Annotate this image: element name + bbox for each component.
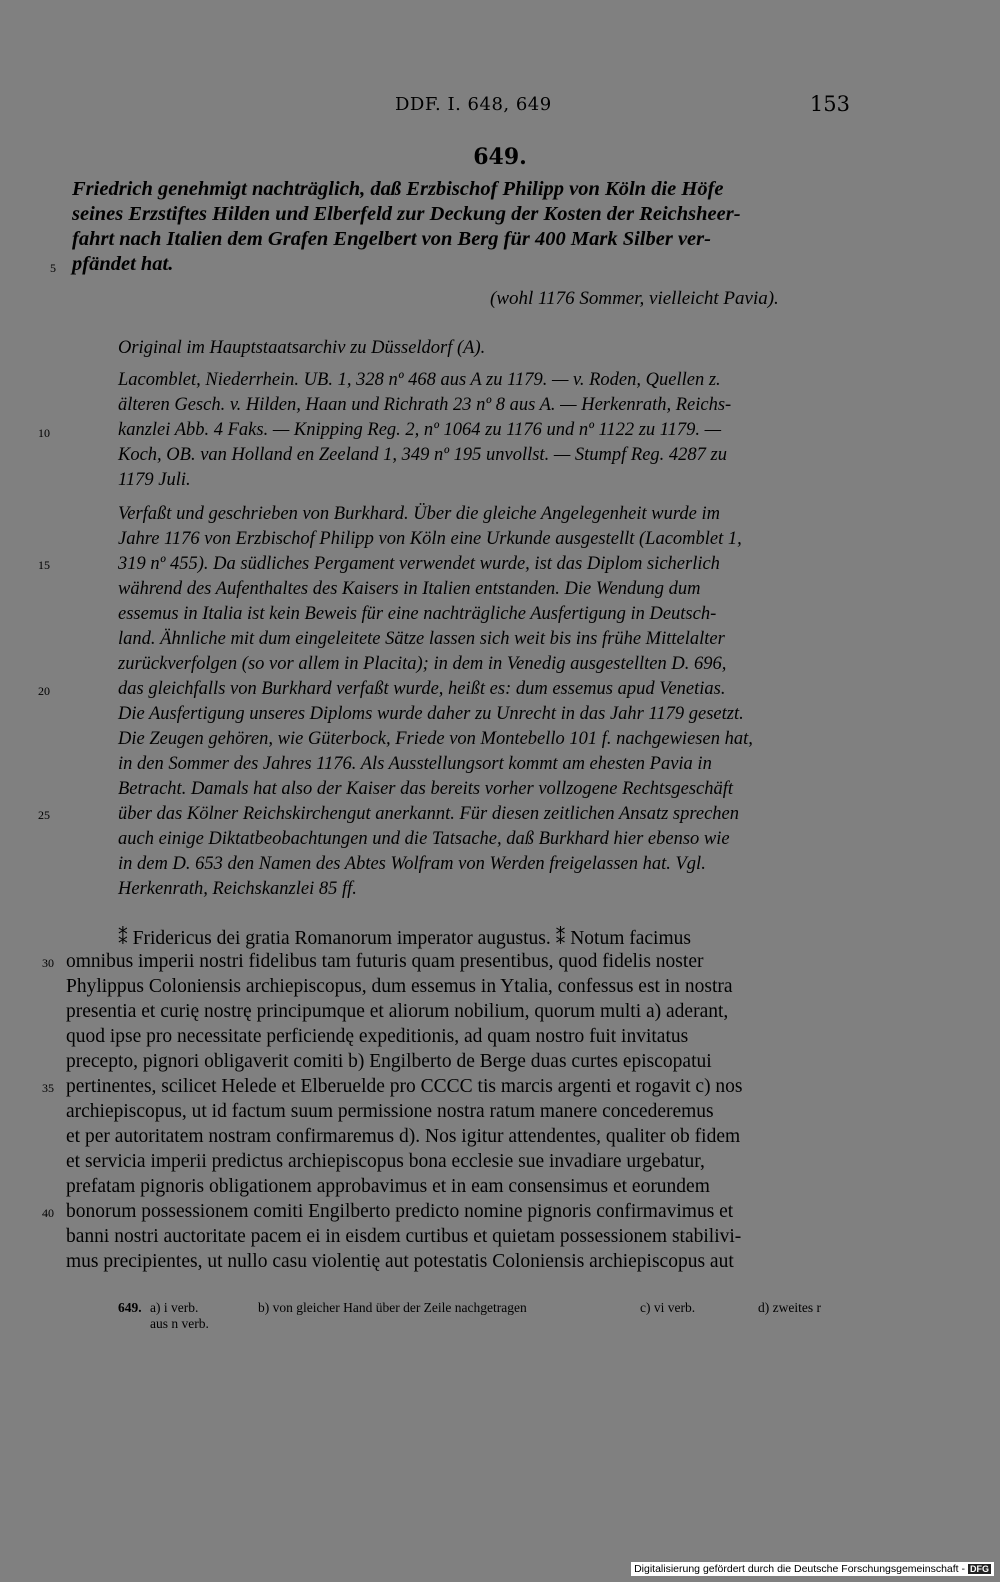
- text-line: quod ipse pro necessitate perficiendę expeditionis, ad quam nostro fuit invitatus: [66, 1026, 689, 1047]
- commentary-line: Die Zeugen gehören, wie Güterbock, Friede von Montebello 101 f. nachgewiesen hat,: [118, 729, 753, 749]
- line-number: 10: [38, 426, 50, 440]
- line-number: 30: [42, 956, 54, 970]
- line-number: 5: [50, 261, 56, 275]
- text-line: archiepiscopus, ut id factum suum permissione nostra ratum manere concederemus: [66, 1101, 714, 1122]
- dating: (wohl 1176 Sommer, vielleicht Pavia).: [490, 288, 779, 309]
- commentary-line: über das Kölner Reichskirchengut anerkannt. Für diesen zeitlichen Ansatz sprechen: [118, 804, 740, 824]
- dfg-logo: DFG: [970, 1564, 989, 1574]
- footnote-d: d) zweites r: [758, 1300, 821, 1315]
- header-title: DDF. I. 648, 649: [395, 94, 552, 115]
- text-line: et servicia imperii predictus archiepiscopus bona ecclesie sue invadiare urgebatur,: [66, 1151, 705, 1172]
- text-line: mus precipientes, ut nullo casu violentię aut potestatis Coloniensis archiepiscopus aut: [66, 1251, 734, 1272]
- commentary-line: Jahre 1176 von Erzbischof Philipp von Köln eine Urkunde ausgestellt (Lacomblet 1,: [118, 529, 742, 549]
- editions-line: Lacomblet, Niederrhein. UB. 1, 328 nº 468 aus A zu 1179. — v. Roden, Quellen z.: [118, 370, 721, 390]
- text-line: bonorum possessionem comiti Engilberto predicto nomine pignoris confirmavimus et: [66, 1201, 734, 1222]
- footnote-b: b) von gleicher Hand über der Zeile nachgetragen: [258, 1300, 527, 1315]
- commentary-line: Die Ausfertigung unseres Diploms wurde daher zu Unrecht in das Jahr 1179 gesetzt.: [118, 704, 744, 724]
- commentary-line: Herkenrath, Reichskanzlei 85 ff.: [118, 879, 357, 899]
- text-line: omnibus imperii nostri fidelibus tam futuris quam presentibus, quod fidelis noster: [66, 951, 704, 972]
- line-number: 15: [38, 558, 50, 572]
- text-line: pertinentes, scilicet Helede et Elberuelde pro CCCC tis marcis argenti et rogavit c) nos: [66, 1076, 743, 1097]
- text-line: banni nostri auctoritate pacem ei in eisdem curtibus et quietam possessionem stabilivi-: [66, 1226, 742, 1247]
- editions-line: 1179 Juli.: [118, 470, 191, 490]
- text-line: ⁑ Fridericus dei gratia Romanorum imperator augustus. ⁑ Notum facimus: [118, 928, 691, 949]
- commentary-line: 319 nº 455). Da südliches Pergament verwendet wurde, ist das Diplom sicherlich: [118, 554, 720, 574]
- footnote-c: c) vi verb.: [640, 1300, 696, 1315]
- regest-line: pfändet hat.: [72, 253, 174, 275]
- line-number: 20: [38, 684, 50, 698]
- editions-line: kanzlei Abb. 4 Faks. — Knipping Reg. 2, nº 1064 zu 1176 und nº 1122 zu 1179. —: [118, 420, 722, 440]
- regest-line: fahrt nach Italien dem Grafen Engelbert von Berg für 400 Mark Silber ver-: [72, 228, 711, 250]
- line-number: 35: [42, 1081, 54, 1095]
- footnote-a: a) i verb.: [150, 1300, 199, 1315]
- funding-banner: [631, 1562, 994, 1576]
- commentary-line: während des Aufenthaltes des Kaisers in Italien entstanden. Die Wendung dum: [118, 579, 701, 599]
- line-number: 40: [42, 1206, 54, 1220]
- commentary-line: land. Ähnliche mit dum eingeleitete Sätze lassen sich weit bis ins frühe Mittelalter: [118, 629, 725, 649]
- document-number: 649.: [473, 144, 527, 170]
- regest-line: seines Erzstiftes Hilden und Elberfeld zur Deckung der Kosten der Reichsheer-: [72, 203, 741, 225]
- commentary-line: das gleichfalls von Burkhard verfaßt wurde, heißt es: dum essemus apud Venetias.: [118, 679, 726, 699]
- banner-text: Digitalisierung gefördert durch die Deutsche Forschungsgemeinschaft -: [634, 1563, 965, 1575]
- editions-line: älteren Gesch. v. Hilden, Haan und Richrath 23 nº 8 aus A. — Herkenrath, Reichs-: [118, 395, 732, 415]
- text-line: Phylippus Coloniensis archiepiscopus, dum essemus in Ytalia, confessus est in nostra: [66, 976, 733, 997]
- commentary-line: in dem D. 653 den Namen des Abtes Wolfram von Werden freigelassen hat. Vgl.: [118, 854, 706, 874]
- page-number: 153: [809, 92, 850, 116]
- text-line: prefatam pignoris obligationem approbavimus et in eam consensimus et eorundem: [66, 1176, 710, 1197]
- commentary-line: in den Sommer des Jahres 1176. Als Ausstellungsort kommt am ehesten Pavia in: [118, 754, 712, 774]
- commentary-line: auch einige Diktatbeobachtungen und die Tatsache, daß Burkhard hier ebenso wie: [118, 829, 730, 849]
- text-line: et per autoritatem nostram confirmaremus d). Nos igitur attendentes, qualiter ob fidem: [66, 1126, 741, 1147]
- footnote-label: 649.: [118, 1300, 142, 1315]
- commentary-line: Verfaßt und geschrieben von Burkhard. Über die gleiche Angelegenheit wurde im: [118, 504, 720, 524]
- text-line: precepto, pignori obligaverit comiti b) Engilberto de Berge duas curtes episcopatui: [66, 1051, 712, 1072]
- running-header: [60, 94, 850, 120]
- commentary-line: Betracht. Damals hat also der Kaiser das bereits vorher vollzogene Rechtsgeschäft: [118, 779, 734, 799]
- original-note: Original im Hauptstaatsarchiv zu Düsseldorf (A).: [118, 338, 486, 358]
- commentary-line: essemus in Italia ist kein Beweis für eine nachträgliche Ausfertigung in Deutsch-: [118, 604, 717, 624]
- commentary-line: zurückverfolgen (so vor allem in Placita); in dem in Venedig ausgestellten D. 696,: [118, 654, 727, 674]
- regest-line: Friedrich genehmigt nachträglich, daß Erzbischof Philipp von Köln die Höfe: [72, 178, 724, 200]
- editions-line: Koch, OB. van Holland en Zeeland 1, 349 nº 195 unvollst. — Stumpf Reg. 4287 zu: [118, 445, 727, 465]
- text-line: presentia et curię nostrę principumque et aliorum nobilium, quorum multi a) aderant,: [66, 1001, 729, 1022]
- footnote-d-cont: aus n verb.: [150, 1316, 209, 1331]
- line-number: 25: [38, 808, 50, 822]
